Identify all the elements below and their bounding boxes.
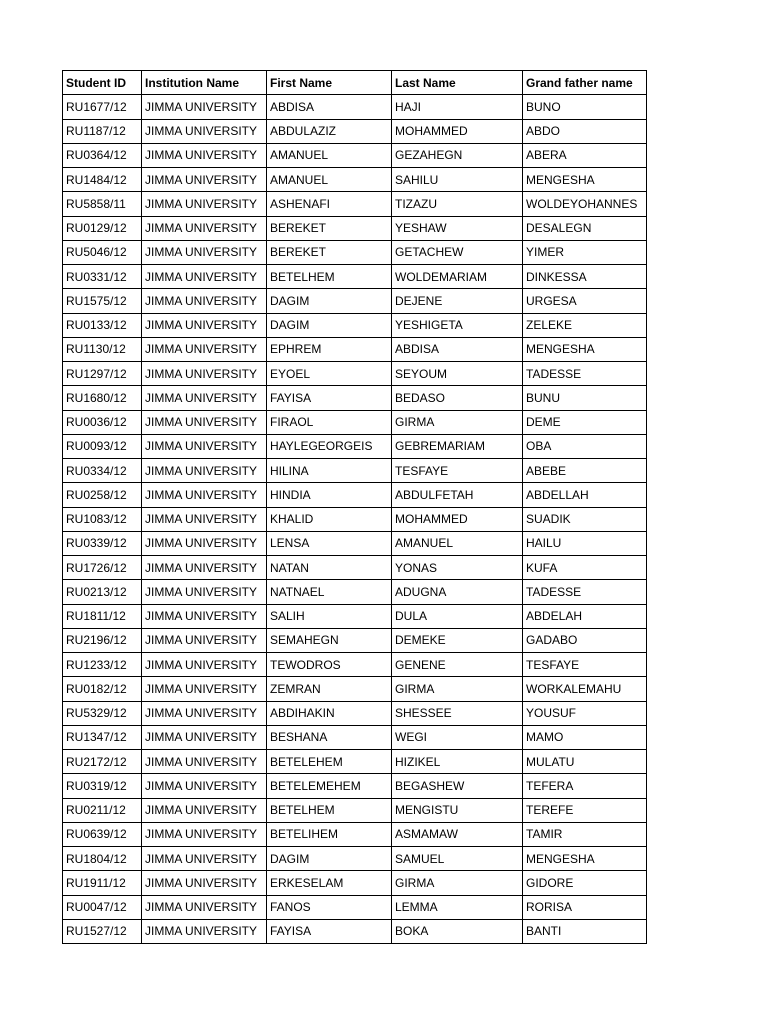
last-name-cell: TESFAYE xyxy=(392,459,523,483)
grandfather-name-cell: DESALEGN xyxy=(523,216,647,240)
table-row xyxy=(63,265,647,289)
student-id-cell: RU1911/12 xyxy=(63,871,142,895)
last-name-cell: GIRMA xyxy=(392,871,523,895)
grandfather-name-cell: BANTI xyxy=(523,919,647,943)
first-name-cell: BETELHEM xyxy=(267,265,392,289)
table-row xyxy=(63,95,647,119)
student-id-cell: RU1297/12 xyxy=(63,362,142,386)
institution-name-cell: JIMMA UNIVERSITY xyxy=(142,847,267,871)
last-name-cell: DEJENE xyxy=(392,289,523,313)
last-name-cell: HIZIKEL xyxy=(392,750,523,774)
student-id-cell: RU0129/12 xyxy=(63,216,142,240)
first-name-cell: DAGIM xyxy=(267,313,392,337)
first-name-cell: FAYISA xyxy=(267,919,392,943)
grandfather-name-cell: MENGESHA xyxy=(523,168,647,192)
first-name-cell: KHALID xyxy=(267,507,392,531)
first-name-cell: AMANUEL xyxy=(267,168,392,192)
student-id-cell: RU0334/12 xyxy=(63,459,142,483)
last-name-cell: LEMMA xyxy=(392,895,523,919)
table-row xyxy=(63,798,647,822)
grandfather-name-cell: OBA xyxy=(523,434,647,458)
table-row xyxy=(63,628,647,652)
first-name-cell: ABDULAZIZ xyxy=(267,119,392,143)
last-name-cell: DULA xyxy=(392,604,523,628)
institution-name-cell: JIMMA UNIVERSITY xyxy=(142,143,267,167)
table-row xyxy=(63,847,647,871)
last-name-cell: SEYOUM xyxy=(392,362,523,386)
grandfather-name-cell: YIMER xyxy=(523,240,647,264)
header-last-name: Last Name xyxy=(392,71,523,95)
institution-name-cell: JIMMA UNIVERSITY xyxy=(142,265,267,289)
first-name-cell: EYOEL xyxy=(267,362,392,386)
grandfather-name-cell: WOLDEYOHANNES xyxy=(523,192,647,216)
grandfather-name-cell: KUFA xyxy=(523,556,647,580)
grandfather-name-cell: MENGESHA xyxy=(523,337,647,361)
first-name-cell: NATNAEL xyxy=(267,580,392,604)
last-name-cell: AMANUEL xyxy=(392,531,523,555)
table-row xyxy=(63,459,647,483)
grandfather-name-cell: TESFAYE xyxy=(523,653,647,677)
grandfather-name-cell: BUNO xyxy=(523,95,647,119)
table-row xyxy=(63,822,647,846)
grandfather-name-cell: MAMO xyxy=(523,725,647,749)
last-name-cell: YONAS xyxy=(392,556,523,580)
student-id-cell: RU2196/12 xyxy=(63,628,142,652)
student-id-cell: RU5329/12 xyxy=(63,701,142,725)
first-name-cell: NATAN xyxy=(267,556,392,580)
institution-name-cell: JIMMA UNIVERSITY xyxy=(142,750,267,774)
student-id-cell: RU0364/12 xyxy=(63,143,142,167)
institution-name-cell: JIMMA UNIVERSITY xyxy=(142,168,267,192)
grandfather-name-cell: TADESSE xyxy=(523,362,647,386)
first-name-cell: EPHREM xyxy=(267,337,392,361)
student-list-sheet xyxy=(62,70,647,944)
student-id-cell: RU1347/12 xyxy=(63,725,142,749)
first-name-cell: ASHENAFI xyxy=(267,192,392,216)
table-row xyxy=(63,434,647,458)
last-name-cell: MOHAMMED xyxy=(392,119,523,143)
institution-name-cell: JIMMA UNIVERSITY xyxy=(142,580,267,604)
first-name-cell: DAGIM xyxy=(267,289,392,313)
first-name-cell: ZEMRAN xyxy=(267,677,392,701)
first-name-cell: BETELEHEM xyxy=(267,750,392,774)
first-name-cell: FAYISA xyxy=(267,386,392,410)
student-id-cell: RU1527/12 xyxy=(63,919,142,943)
grandfather-name-cell: SUADIK xyxy=(523,507,647,531)
student-id-cell: RU5858/11 xyxy=(63,192,142,216)
first-name-cell: SEMAHEGN xyxy=(267,628,392,652)
header-student-id: Student ID xyxy=(63,71,142,95)
student-id-cell: RU0258/12 xyxy=(63,483,142,507)
last-name-cell: WOLDEMARIAM xyxy=(392,265,523,289)
table-row xyxy=(63,604,647,628)
first-name-cell: HILINA xyxy=(267,459,392,483)
institution-name-cell: JIMMA UNIVERSITY xyxy=(142,313,267,337)
last-name-cell: YESHAW xyxy=(392,216,523,240)
table-row xyxy=(63,580,647,604)
last-name-cell: GEZAHEGN xyxy=(392,143,523,167)
grandfather-name-cell: ABDELAH xyxy=(523,604,647,628)
institution-name-cell: JIMMA UNIVERSITY xyxy=(142,653,267,677)
institution-name-cell: JIMMA UNIVERSITY xyxy=(142,774,267,798)
student-id-cell: RU0319/12 xyxy=(63,774,142,798)
table-row xyxy=(63,507,647,531)
first-name-cell: BESHANA xyxy=(267,725,392,749)
last-name-cell: GIRMA xyxy=(392,410,523,434)
last-name-cell: GIRMA xyxy=(392,677,523,701)
institution-name-cell: JIMMA UNIVERSITY xyxy=(142,386,267,410)
first-name-cell: SALIH xyxy=(267,604,392,628)
first-name-cell: BETELHEM xyxy=(267,798,392,822)
grandfather-name-cell: ZELEKE xyxy=(523,313,647,337)
student-id-cell: RU1187/12 xyxy=(63,119,142,143)
student-id-cell: RU1575/12 xyxy=(63,289,142,313)
institution-name-cell: JIMMA UNIVERSITY xyxy=(142,507,267,531)
first-name-cell: BEREKET xyxy=(267,240,392,264)
student-id-cell: RU1083/12 xyxy=(63,507,142,531)
table-row xyxy=(63,337,647,361)
institution-name-cell: JIMMA UNIVERSITY xyxy=(142,677,267,701)
table-row xyxy=(63,192,647,216)
student-id-cell: RU1811/12 xyxy=(63,604,142,628)
student-id-cell: RU1130/12 xyxy=(63,337,142,361)
table-row xyxy=(63,653,647,677)
table-row xyxy=(63,531,647,555)
table-row xyxy=(63,725,647,749)
student-id-cell: RU0047/12 xyxy=(63,895,142,919)
grandfather-name-cell: GIDORE xyxy=(523,871,647,895)
first-name-cell: TEWODROS xyxy=(267,653,392,677)
grandfather-name-cell: DEME xyxy=(523,410,647,434)
student-id-cell: RU0213/12 xyxy=(63,580,142,604)
last-name-cell: SAHILU xyxy=(392,168,523,192)
institution-name-cell: JIMMA UNIVERSITY xyxy=(142,410,267,434)
first-name-cell: ABDISA xyxy=(267,95,392,119)
institution-name-cell: JIMMA UNIVERSITY xyxy=(142,216,267,240)
student-id-cell: RU1726/12 xyxy=(63,556,142,580)
institution-name-cell: JIMMA UNIVERSITY xyxy=(142,483,267,507)
student-id-cell: RU0036/12 xyxy=(63,410,142,434)
institution-name-cell: JIMMA UNIVERSITY xyxy=(142,604,267,628)
student-id-cell: RU1484/12 xyxy=(63,168,142,192)
grandfather-name-cell: HAILU xyxy=(523,531,647,555)
table-row xyxy=(63,168,647,192)
student-id-cell: RU1680/12 xyxy=(63,386,142,410)
institution-name-cell: JIMMA UNIVERSITY xyxy=(142,459,267,483)
institution-name-cell: JIMMA UNIVERSITY xyxy=(142,337,267,361)
table-row xyxy=(63,313,647,337)
grandfather-name-cell: MULATU xyxy=(523,750,647,774)
last-name-cell: BEGASHEW xyxy=(392,774,523,798)
header-institution-name: Institution Name xyxy=(142,71,267,95)
institution-name-cell: JIMMA UNIVERSITY xyxy=(142,192,267,216)
student-id-cell: RU1233/12 xyxy=(63,653,142,677)
institution-name-cell: JIMMA UNIVERSITY xyxy=(142,701,267,725)
grandfather-name-cell: DINKESSA xyxy=(523,265,647,289)
institution-name-cell: JIMMA UNIVERSITY xyxy=(142,895,267,919)
last-name-cell: SHESSEE xyxy=(392,701,523,725)
grandfather-name-cell: ABERA xyxy=(523,143,647,167)
table-row xyxy=(63,750,647,774)
table-row xyxy=(63,240,647,264)
student-table xyxy=(62,70,647,944)
student-id-cell: RU5046/12 xyxy=(63,240,142,264)
last-name-cell: GEBREMARIAM xyxy=(392,434,523,458)
last-name-cell: GENENE xyxy=(392,653,523,677)
first-name-cell: FANOS xyxy=(267,895,392,919)
grandfather-name-cell: TEREFE xyxy=(523,798,647,822)
institution-name-cell: JIMMA UNIVERSITY xyxy=(142,119,267,143)
last-name-cell: GETACHEW xyxy=(392,240,523,264)
table-row xyxy=(63,677,647,701)
student-id-cell: RU0331/12 xyxy=(63,265,142,289)
last-name-cell: ABDULFETAH xyxy=(392,483,523,507)
student-id-cell: RU0093/12 xyxy=(63,434,142,458)
institution-name-cell: JIMMA UNIVERSITY xyxy=(142,240,267,264)
last-name-cell: MOHAMMED xyxy=(392,507,523,531)
table-row xyxy=(63,289,647,313)
first-name-cell: BETELIHEM xyxy=(267,822,392,846)
last-name-cell: ABDISA xyxy=(392,337,523,361)
header-row xyxy=(63,71,647,95)
table-row xyxy=(63,386,647,410)
institution-name-cell: JIMMA UNIVERSITY xyxy=(142,434,267,458)
table-row xyxy=(63,556,647,580)
grandfather-name-cell: TADESSE xyxy=(523,580,647,604)
grandfather-name-cell: URGESA xyxy=(523,289,647,313)
grandfather-name-cell: TEFERA xyxy=(523,774,647,798)
student-id-cell: RU1804/12 xyxy=(63,847,142,871)
table-row xyxy=(63,871,647,895)
table-row xyxy=(63,774,647,798)
last-name-cell: DEMEKE xyxy=(392,628,523,652)
table-row xyxy=(63,895,647,919)
table-header xyxy=(63,71,647,95)
student-id-cell: RU0639/12 xyxy=(63,822,142,846)
student-id-cell: RU0133/12 xyxy=(63,313,142,337)
last-name-cell: HAJI xyxy=(392,95,523,119)
grandfather-name-cell: ABEBE xyxy=(523,459,647,483)
last-name-cell: BOKA xyxy=(392,919,523,943)
institution-name-cell: JIMMA UNIVERSITY xyxy=(142,822,267,846)
institution-name-cell: JIMMA UNIVERSITY xyxy=(142,871,267,895)
institution-name-cell: JIMMA UNIVERSITY xyxy=(142,628,267,652)
table-row xyxy=(63,216,647,240)
first-name-cell: BEREKET xyxy=(267,216,392,240)
institution-name-cell: JIMMA UNIVERSITY xyxy=(142,362,267,386)
first-name-cell: AMANUEL xyxy=(267,143,392,167)
last-name-cell: YESHIGETA xyxy=(392,313,523,337)
table-body xyxy=(63,95,647,944)
table-row xyxy=(63,143,647,167)
institution-name-cell: JIMMA UNIVERSITY xyxy=(142,289,267,313)
grandfather-name-cell: YOUSUF xyxy=(523,701,647,725)
grandfather-name-cell: RORISA xyxy=(523,895,647,919)
first-name-cell: HINDIA xyxy=(267,483,392,507)
last-name-cell: ADUGNA xyxy=(392,580,523,604)
institution-name-cell: JIMMA UNIVERSITY xyxy=(142,531,267,555)
first-name-cell: ERKESELAM xyxy=(267,871,392,895)
institution-name-cell: JIMMA UNIVERSITY xyxy=(142,556,267,580)
student-id-cell: RU2172/12 xyxy=(63,750,142,774)
institution-name-cell: JIMMA UNIVERSITY xyxy=(142,95,267,119)
header-grandfather-name: Grand father name xyxy=(523,71,647,95)
grandfather-name-cell: GADABO xyxy=(523,628,647,652)
last-name-cell: WEGI xyxy=(392,725,523,749)
table-row xyxy=(63,919,647,943)
first-name-cell: BETELEMEHEM xyxy=(267,774,392,798)
last-name-cell: MENGISTU xyxy=(392,798,523,822)
first-name-cell: DAGIM xyxy=(267,847,392,871)
table-row xyxy=(63,362,647,386)
institution-name-cell: JIMMA UNIVERSITY xyxy=(142,725,267,749)
first-name-cell: FIRAOL xyxy=(267,410,392,434)
table-row xyxy=(63,701,647,725)
first-name-cell: ABDIHAKIN xyxy=(267,701,392,725)
student-id-cell: RU0211/12 xyxy=(63,798,142,822)
table-row xyxy=(63,410,647,434)
header-first-name: First Name xyxy=(267,71,392,95)
institution-name-cell: JIMMA UNIVERSITY xyxy=(142,919,267,943)
student-id-cell: RU0339/12 xyxy=(63,531,142,555)
student-id-cell: RU0182/12 xyxy=(63,677,142,701)
table-row xyxy=(63,483,647,507)
first-name-cell: HAYLEGEORGEIS xyxy=(267,434,392,458)
grandfather-name-cell: ABDELLAH xyxy=(523,483,647,507)
grandfather-name-cell: WORKALEMAHU xyxy=(523,677,647,701)
last-name-cell: ASMAMAW xyxy=(392,822,523,846)
student-id-cell: RU1677/12 xyxy=(63,95,142,119)
last-name-cell: BEDASO xyxy=(392,386,523,410)
last-name-cell: TIZAZU xyxy=(392,192,523,216)
last-name-cell: SAMUEL xyxy=(392,847,523,871)
grandfather-name-cell: BUNU xyxy=(523,386,647,410)
grandfather-name-cell: TAMIR xyxy=(523,822,647,846)
institution-name-cell: JIMMA UNIVERSITY xyxy=(142,798,267,822)
grandfather-name-cell: ABDO xyxy=(523,119,647,143)
grandfather-name-cell: MENGESHA xyxy=(523,847,647,871)
table-row xyxy=(63,119,647,143)
first-name-cell: LENSA xyxy=(267,531,392,555)
